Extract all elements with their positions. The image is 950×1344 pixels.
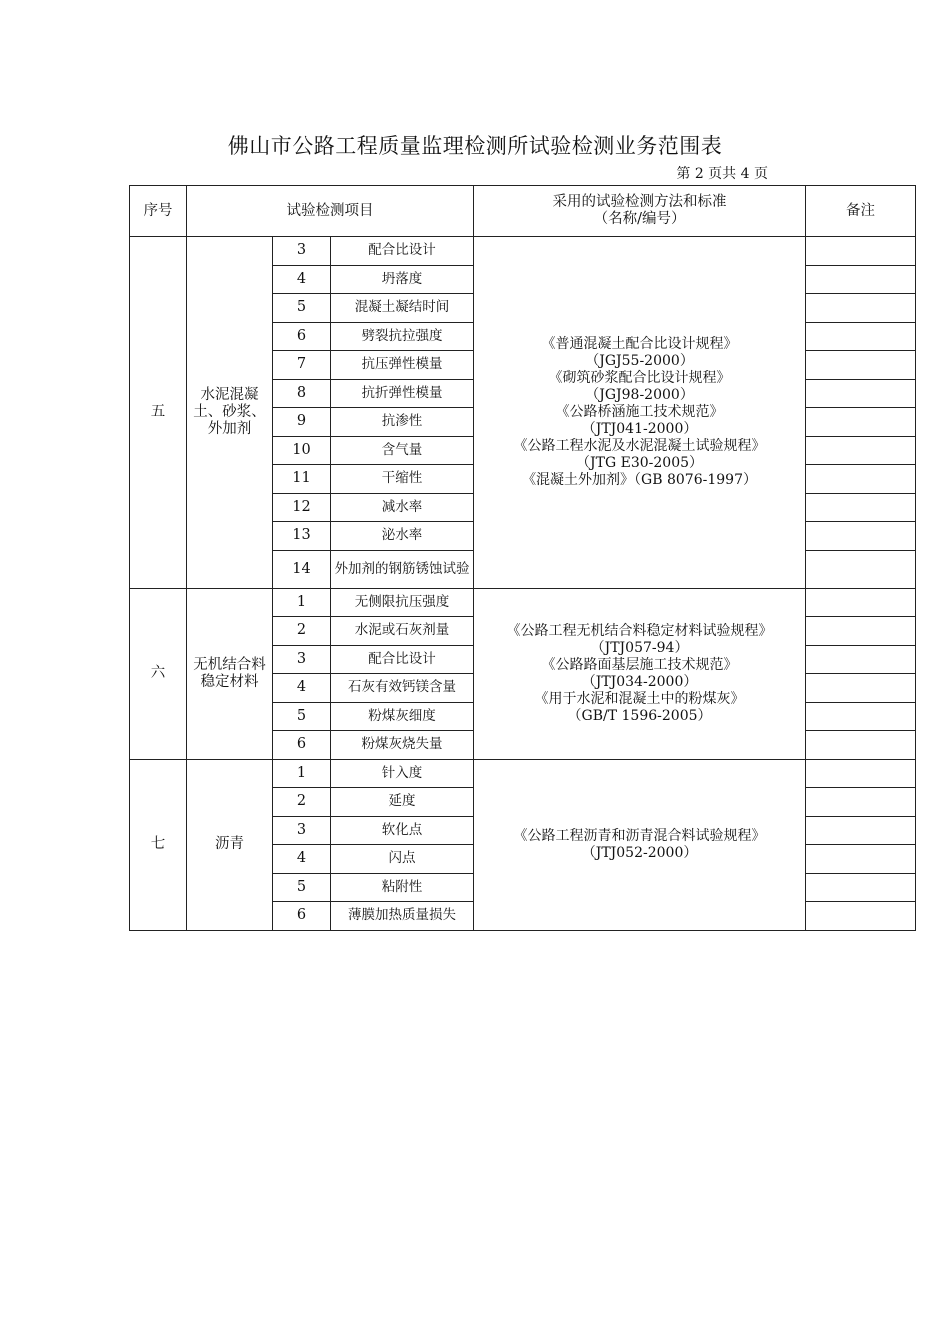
note-cell [806,731,916,760]
item-number: 1 [273,759,331,788]
item-number: 6 [273,902,331,931]
section-standards [474,759,806,930]
note-cell [806,674,916,703]
header-method [474,186,806,237]
note-cell [806,493,916,522]
item-number: 5 [273,873,331,902]
table-row [130,588,916,617]
page-title: 佛山市公路工程质量监理检测所试验检测业务范围表 [227,134,723,158]
item-name: 无侧限抗压强度 [331,588,474,617]
item-name: 含气量 [331,436,474,465]
standard-line: 《公路工程无机结合料稳定材料试验规程》 [506,622,773,639]
standard-line: 《公路工程水泥及水泥混凝土试验规程》 [513,437,766,454]
note-cell [806,379,916,408]
standard-line: （JTG E30-2005） [576,454,704,471]
item-name: 配合比设计 [331,645,474,674]
note-cell [806,351,916,380]
standard-line: （GB/T 1596-2005） [567,707,712,724]
section-seq: 五 [130,237,187,589]
note-cell [806,522,916,551]
table-row [130,237,916,266]
item-number: 1 [273,588,331,617]
item-number: 5 [273,294,331,323]
note-cell [806,294,916,323]
note-cell [806,550,916,588]
table-row [130,759,916,788]
item-number: 13 [273,522,331,551]
note-cell [806,645,916,674]
standard-line: 《用于水泥和混凝土中的粉煤灰》 [534,690,745,707]
header-method-title: 采用的试验检测方法和标准 [552,194,727,210]
note-cell [806,436,916,465]
item-name: 粉煤灰细度 [331,702,474,731]
section-seq: 七 [130,759,187,930]
section-category: 无机结合料稳定材料 [187,588,273,759]
item-number: 10 [273,436,331,465]
item-number: 12 [273,493,331,522]
item-number: 4 [273,845,331,874]
note-cell [806,845,916,874]
item-number: 3 [273,237,331,266]
item-number: 2 [273,617,331,646]
standard-line: （JTJ052-2000） [581,844,698,861]
item-name: 劈裂抗拉强度 [331,322,474,351]
item-number: 6 [273,322,331,351]
item-name: 粘附性 [331,873,474,902]
standard-line: 《公路工程沥青和沥青混合料试验规程》 [513,827,766,844]
standard-line: 《公路桥涵施工技术规范》 [555,403,724,420]
item-name: 减水率 [331,493,474,522]
item-name: 干缩性 [331,465,474,494]
note-cell [806,237,916,266]
item-number: 14 [273,550,331,588]
note-cell [806,902,916,931]
item-number: 3 [273,645,331,674]
item-name: 薄膜加热质量损失 [331,902,474,931]
header-note: 备注 [806,186,916,237]
item-name: 软化点 [331,816,474,845]
header-method-subtitle: （名称/编号） [593,211,686,227]
standard-line: （JGJ55-2000） [585,352,694,369]
item-number: 3 [273,816,331,845]
item-name: 抗渗性 [331,408,474,437]
standard-line: （JTJ041-2000） [581,420,698,437]
item-number: 4 [273,265,331,294]
item-number: 6 [273,731,331,760]
note-cell [806,322,916,351]
note-cell [806,873,916,902]
item-name: 混凝土凝结时间 [331,294,474,323]
item-name: 泌水率 [331,522,474,551]
item-name: 抗压弹性模量 [331,351,474,380]
note-cell [806,465,916,494]
standard-line: （JTJ034-2000） [581,673,698,690]
page-number: 第 2 页共 4 页 [676,166,768,182]
item-number: 2 [273,788,331,817]
section-category: 沥青 [187,759,273,930]
header-item: 试验检测项目 [187,186,474,237]
note-cell [806,816,916,845]
item-number: 4 [273,674,331,703]
section-seq: 六 [130,588,187,759]
item-number: 9 [273,408,331,437]
table-header-row [130,186,916,237]
note-cell [806,588,916,617]
note-cell [806,265,916,294]
table-body [130,237,916,931]
standard-line: 《混凝土外加剂》（GB 8076-1997） [522,471,757,488]
standard-line: 《公路路面基层施工技术规范》 [541,656,738,673]
item-name: 延度 [331,788,474,817]
item-name: 抗折弹性模量 [331,379,474,408]
section-category: 水泥混凝土、砂浆、外加剂 [187,237,273,589]
item-name: 坍落度 [331,265,474,294]
note-cell [806,759,916,788]
section-standards [474,588,806,759]
item-name: 粉煤灰烧失量 [331,731,474,760]
item-name: 闪点 [331,845,474,874]
item-name: 石灰有效钙镁含量 [331,674,474,703]
standard-line: （JTJ057-94） [590,639,689,656]
item-number: 7 [273,351,331,380]
standard-line: 《普通混凝土配合比设计规程》 [541,335,738,352]
standard-line: 《砌筑砂浆配合比设计规程》 [548,369,731,386]
item-name: 水泥或石灰剂量 [331,617,474,646]
item-number: 11 [273,465,331,494]
business-scope-table [129,185,916,931]
note-cell [806,408,916,437]
standard-line: （JGJ98-2000） [585,386,694,403]
item-name: 外加剂的钢筋锈蚀试验 [331,550,474,588]
note-cell [806,617,916,646]
note-cell [806,788,916,817]
section-standards [474,237,806,589]
item-name: 配合比设计 [331,237,474,266]
item-number: 8 [273,379,331,408]
header-seq: 序号 [130,186,187,237]
note-cell [806,702,916,731]
item-name: 针入度 [331,759,474,788]
item-number: 5 [273,702,331,731]
